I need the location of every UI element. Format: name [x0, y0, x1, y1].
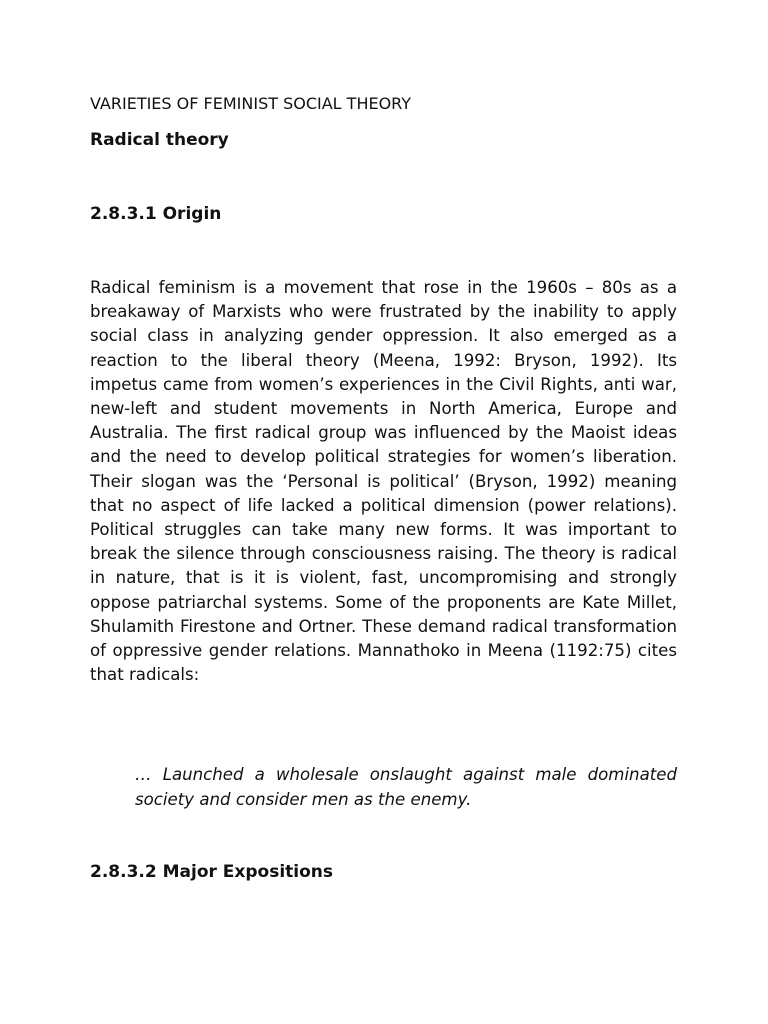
document-title: VARIETIES OF FEMINIST SOCIAL THEORY [90, 94, 412, 113]
origin-paragraph: Radical feminism is a movement that rose in the 1960s – 80s as a breakaway of Marxists who were frustrated by the inability to apply social class in analyzing gender oppression. It also emerged as a reaction to the liberal theory (Meena, 1992: Bryson, 1992). Its impetus came from women’s experiences in the Civil Rights, anti war, new-left and student movements in North America, Europe and Australia. The first radical group was influenced by the Maoist ideas and the need to develop political strategies for women’s liberation. Their slogan was the ‘Personal is political’ (Bryson, 1992) meaning that no aspect of life lacked a political dimension (power relations). Political struggles can take many new forms. It was important to break the silence through consciousness raising. The theory is radical in nature, that is it is violent, fast, uncompromising and strongly oppose patriarchal systems. Some of the proponents are Kate Millet, Shulamith Firestone and Ortner. These demand radical transformation of oppressive gender relations. Mannathoko in Meena (1192:75) cites that radicals: [90, 278, 677, 685]
block-quote: … Launched a wholesale onslaught against male dominated society and consider men as the enemy. [135, 765, 677, 809]
expositions-heading: 2.8.3.2 Major Expositions [90, 862, 334, 882]
origin-heading: 2.8.3.1 Origin [90, 204, 222, 224]
section-title: Radical theory [90, 130, 229, 150]
